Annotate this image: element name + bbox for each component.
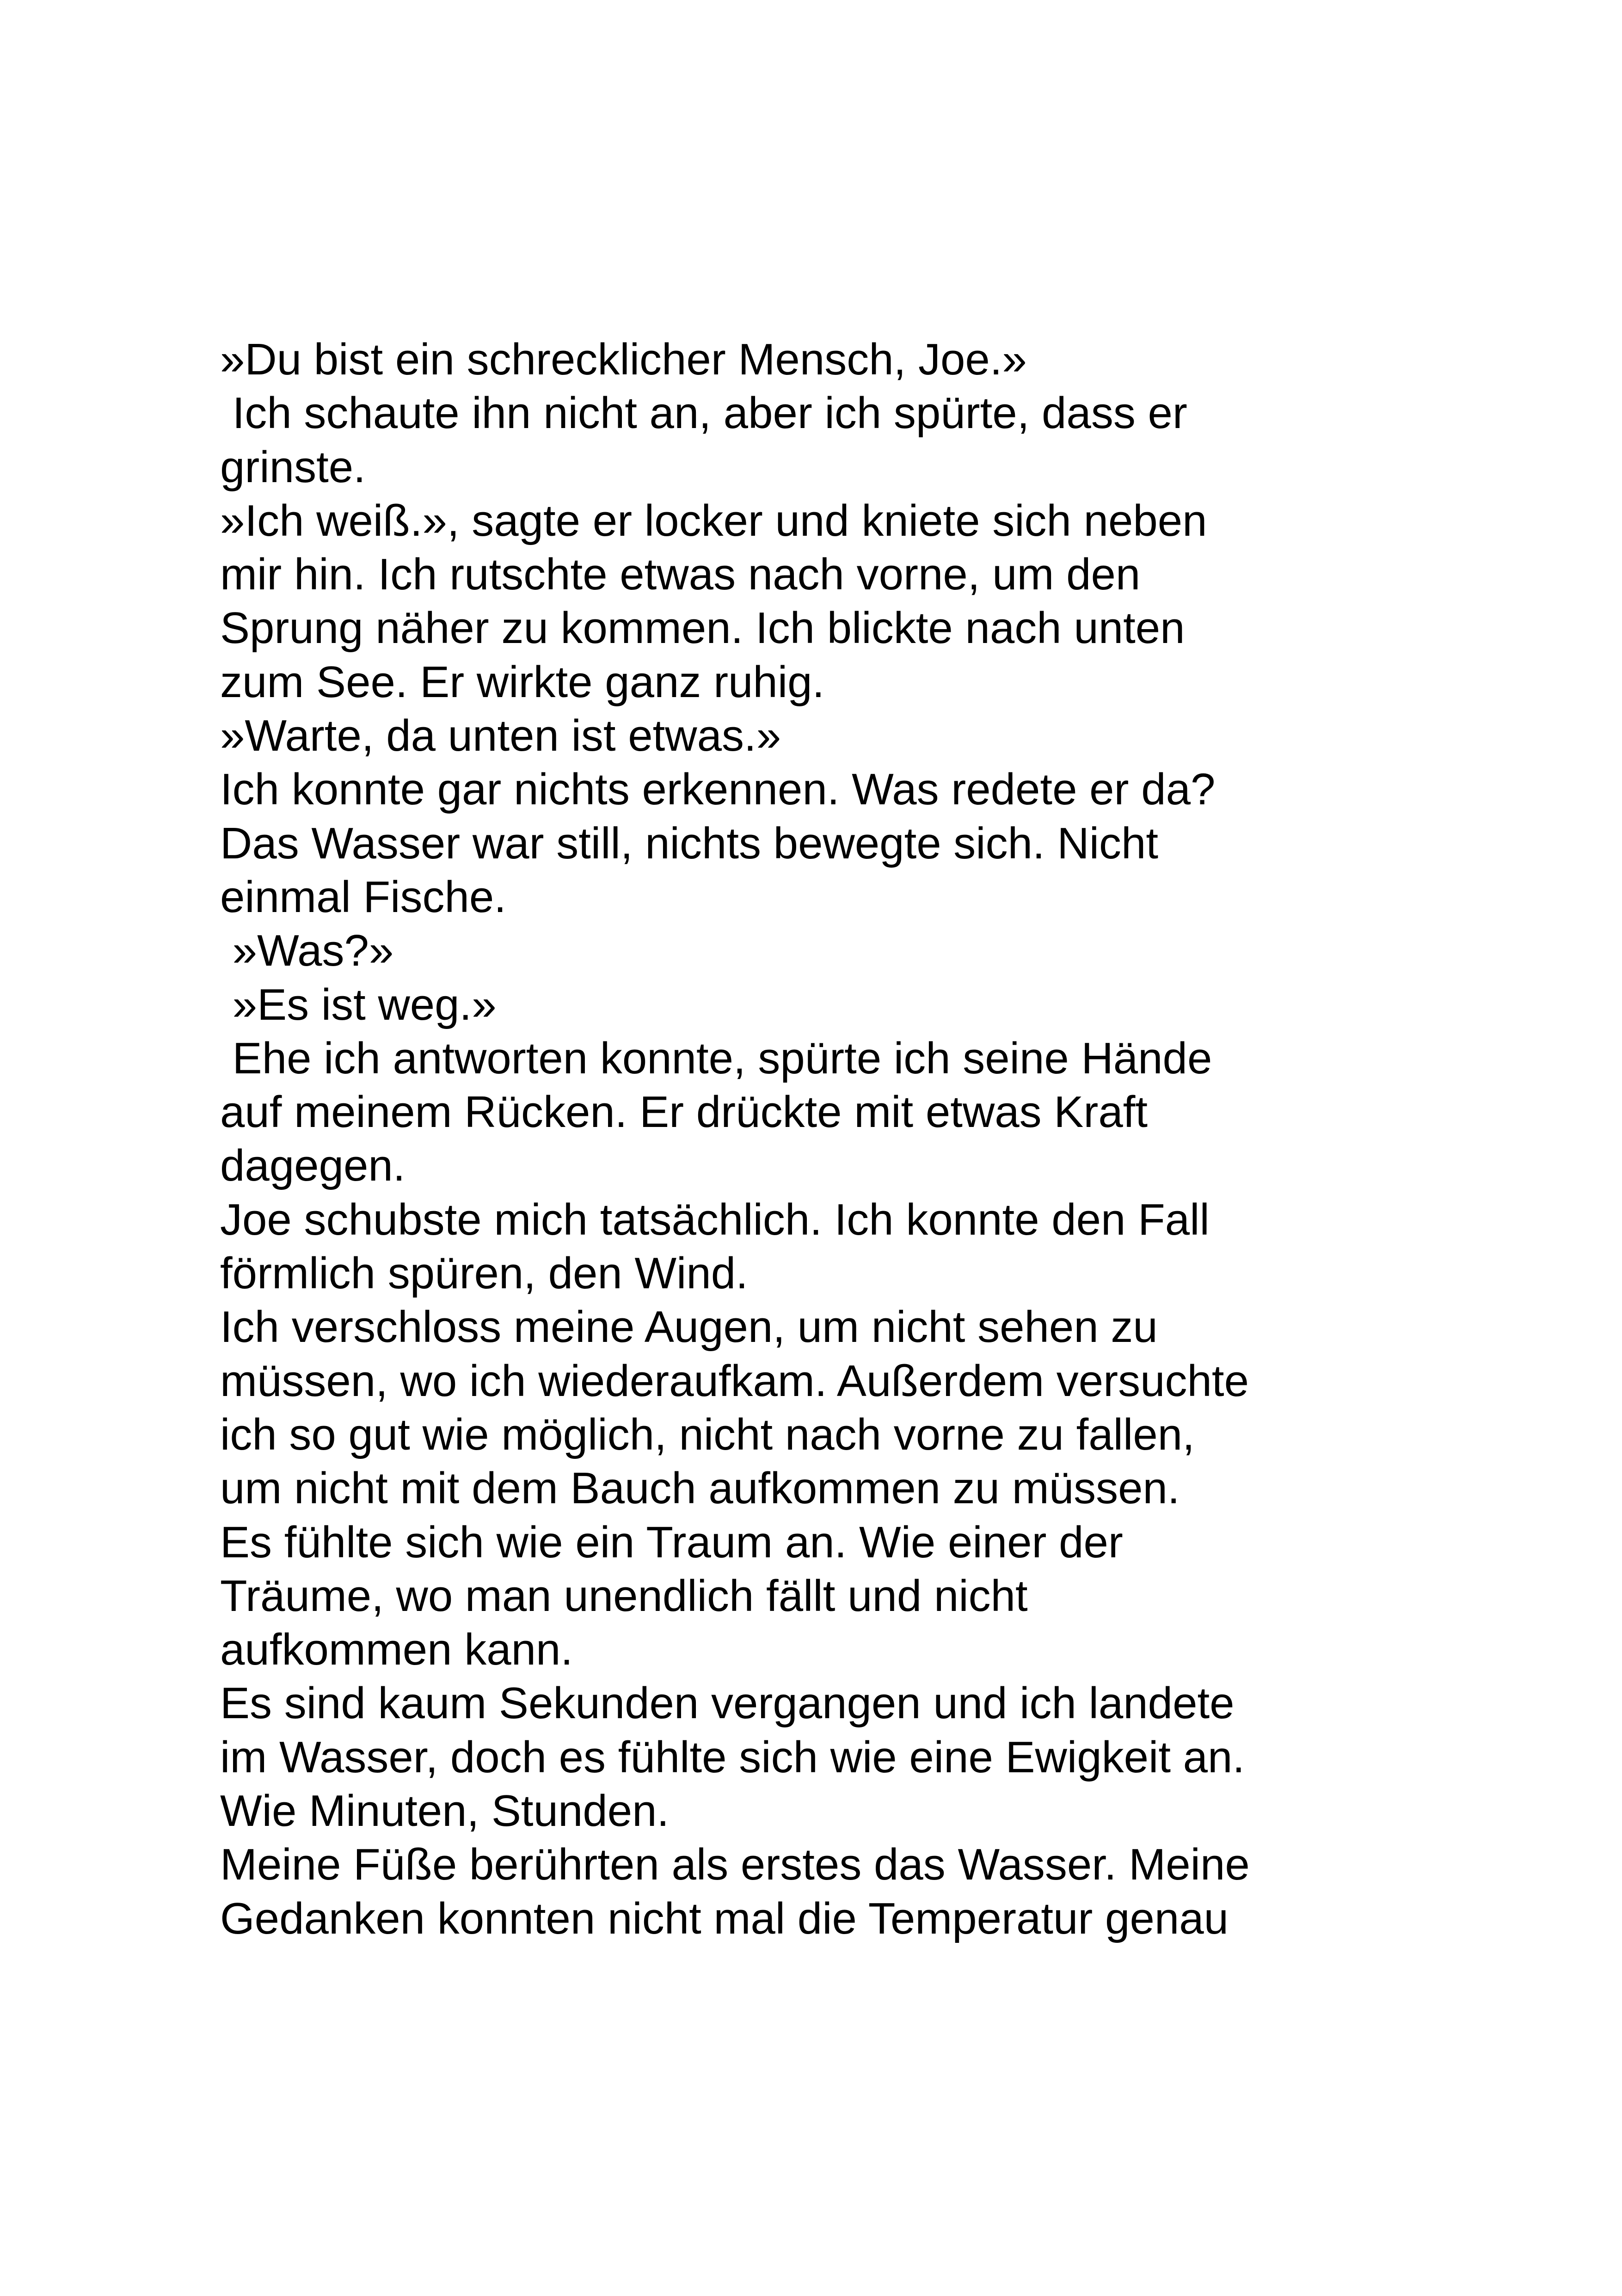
text-line: dagegen. [220, 1141, 406, 1191]
text-line: Ich schaute ihn nicht an, aber ich spürte, dass er [220, 388, 1187, 438]
text-line: mir hin. Ich rutschte etwas nach vorne, um den [220, 550, 1141, 600]
text-line: auf meinem Rücken. Er drückte mit etwas Kraft [220, 1087, 1148, 1137]
text-line: Es sind kaum Sekunden vergangen und ich landete [220, 1678, 1235, 1728]
text-line: grinste. [220, 442, 366, 492]
text-line: im Wasser, doch es fühlte sich wie eine Ewigkeit an. [220, 1732, 1245, 1782]
text-line: förmlich spüren, den Wind. [220, 1249, 748, 1298]
text-line: Wie Minuten, Stunden. [220, 1786, 670, 1836]
text-line: zum See. Er wirkte ganz ruhig. [220, 657, 825, 707]
text-line: Ich verschloss meine Augen, um nicht sehen zu [220, 1302, 1158, 1352]
text-line: Meine Füße berührten als erstes das Wasser. Meine [220, 1840, 1250, 1890]
text-line: »Was?» [220, 926, 394, 976]
text-line: ich so gut wie möglich, nicht nach vorne zu fallen, [220, 1409, 1195, 1459]
text-line: Träume, wo man unendlich fällt und nicht [220, 1571, 1028, 1621]
text-line: Joe schubste mich tatsächlich. Ich konnte den Fall [220, 1194, 1210, 1244]
text-line: »Warte, da unten ist etwas.» [220, 711, 781, 761]
document-body [220, 333, 1468, 1946]
text-line: Ich konnte gar nichts erkennen. Was redete er da? [220, 765, 1216, 814]
text-line: Ehe ich antworten konnte, spürte ich seine Hände [220, 1033, 1212, 1083]
text-line: »Ich weiß.», sagte er locker und kniete sich neben [220, 496, 1207, 545]
text-line: Das Wasser war still, nichts bewegte sich. Nicht [220, 818, 1159, 868]
text-line: müssen, wo ich wiederaufkam. Außerdem versuchte [220, 1356, 1249, 1406]
text-line: um nicht mit dem Bauch aufkommen zu müssen. [220, 1463, 1180, 1513]
text-line: »Es ist weg.» [220, 980, 497, 1029]
text-line: Sprung näher zu kommen. Ich blickte nach unten [220, 603, 1185, 653]
text-line: einmal Fische. [220, 872, 506, 922]
text-line: aufkommen kann. [220, 1625, 573, 1675]
text-line: Es fühlte sich wie ein Traum an. Wie einer der [220, 1517, 1123, 1567]
text-line: Gedanken konnten nicht mal die Temperatur genau [220, 1893, 1229, 1943]
text-line: »Du bist ein schrecklicher Mensch, Joe.» [220, 335, 1027, 384]
